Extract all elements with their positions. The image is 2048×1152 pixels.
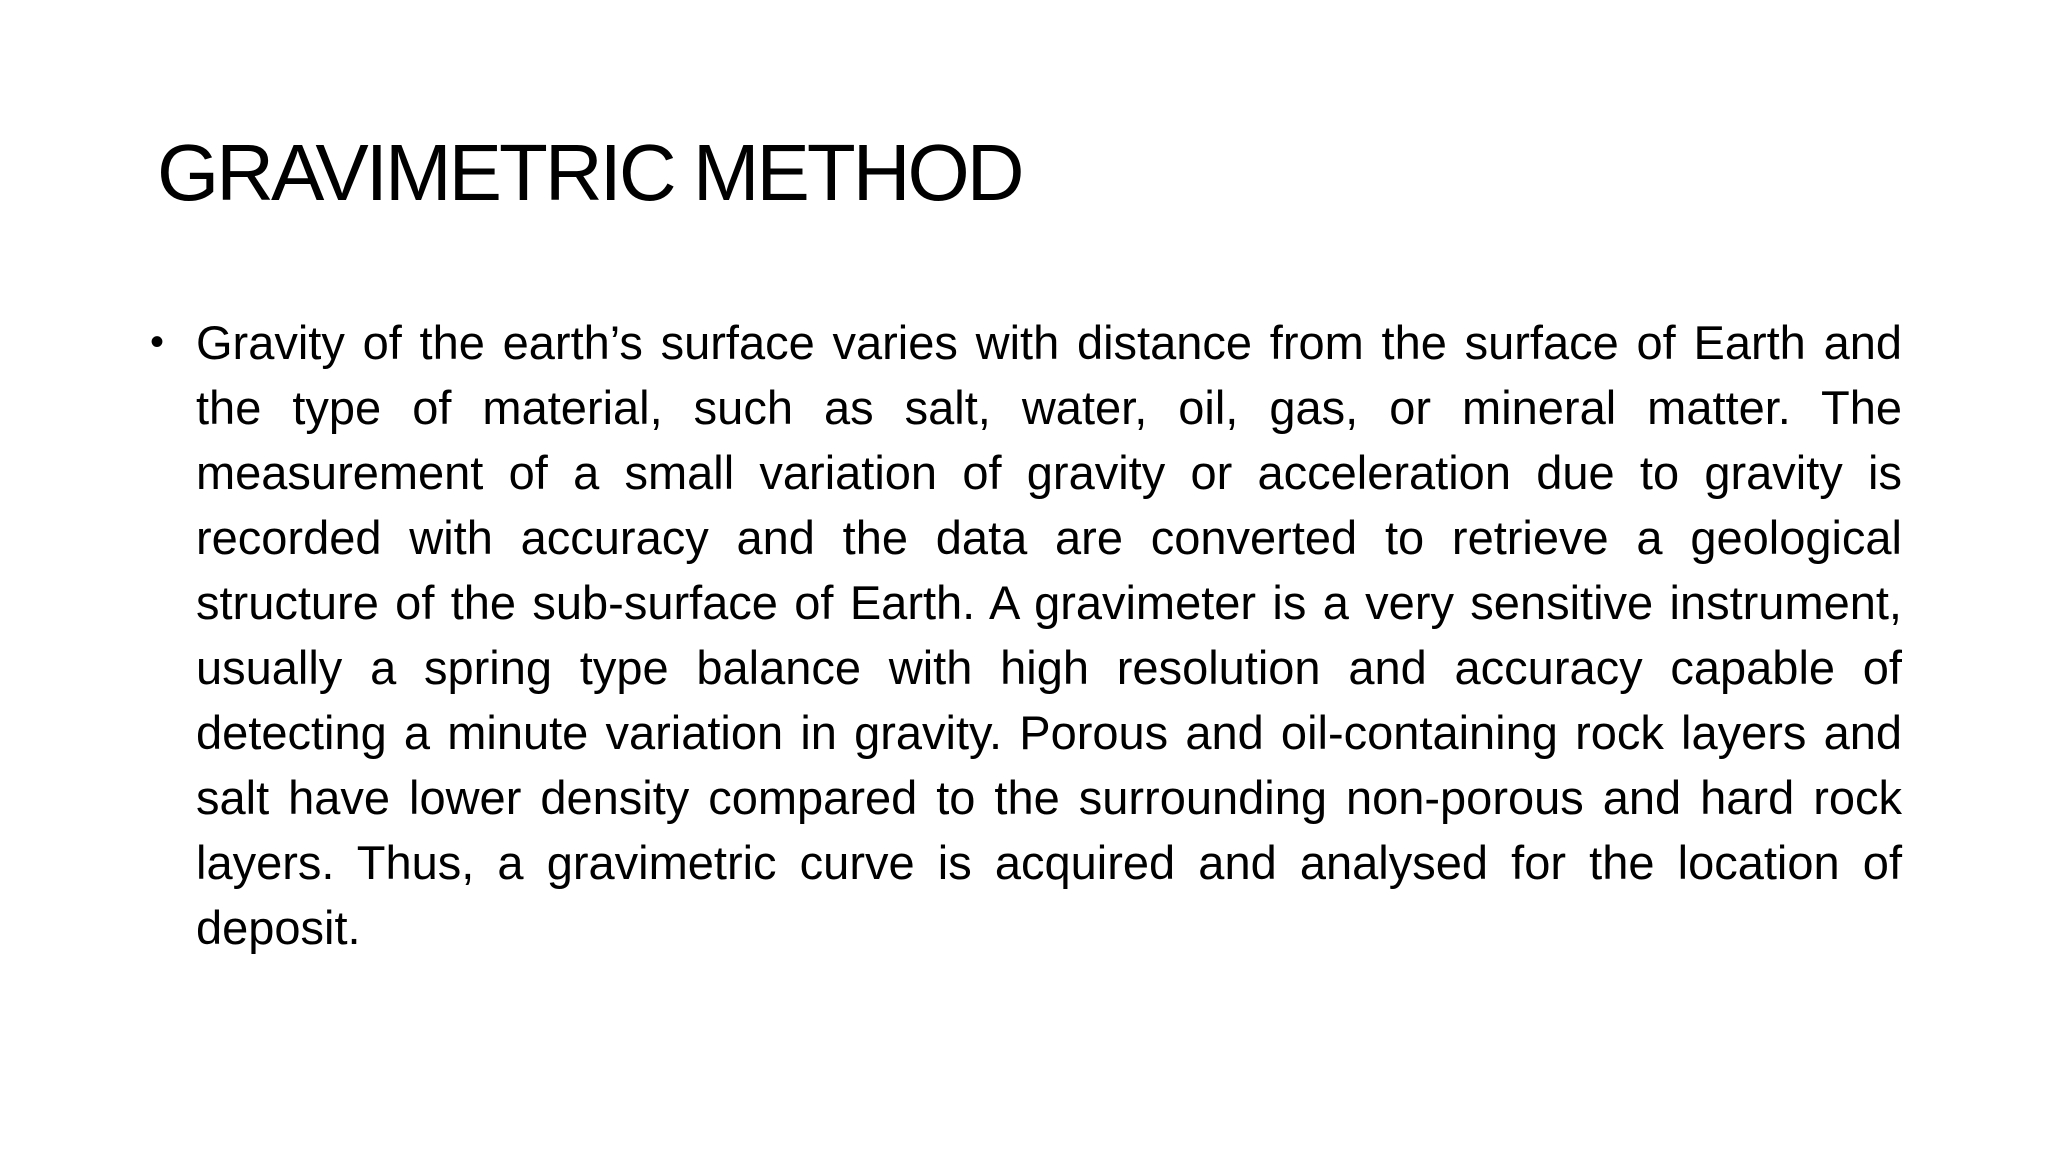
bullet-text: Gravity of the earth’s surface varies with distance from the surface of Earth and the type of material, such as salt, water, oil, gas, or mineral matter. The measurement of a small variation of gravity or acceleration due to gravity is recorded with accuracy and the data are converted to retrieve a geological structure of the sub-surface of Earth. A gravimeter is a very sensitive instrument, usually a spring type balance with high resolution and accuracy capable of detecting a minute variation in gravity. Porous and oil-containing rock layers and salt have lower density compared to the surrounding non-porous and hard rock layers. Thus, a gravimetric curve is acquired and analysed for the location of deposit. <box>196 316 1902 954</box>
bullet-list <box>150 310 1902 960</box>
bullet-item <box>150 310 1902 960</box>
slide-title: GRAVIMETRIC METHOD <box>157 128 1022 217</box>
bullet-marker: • <box>150 320 165 364</box>
